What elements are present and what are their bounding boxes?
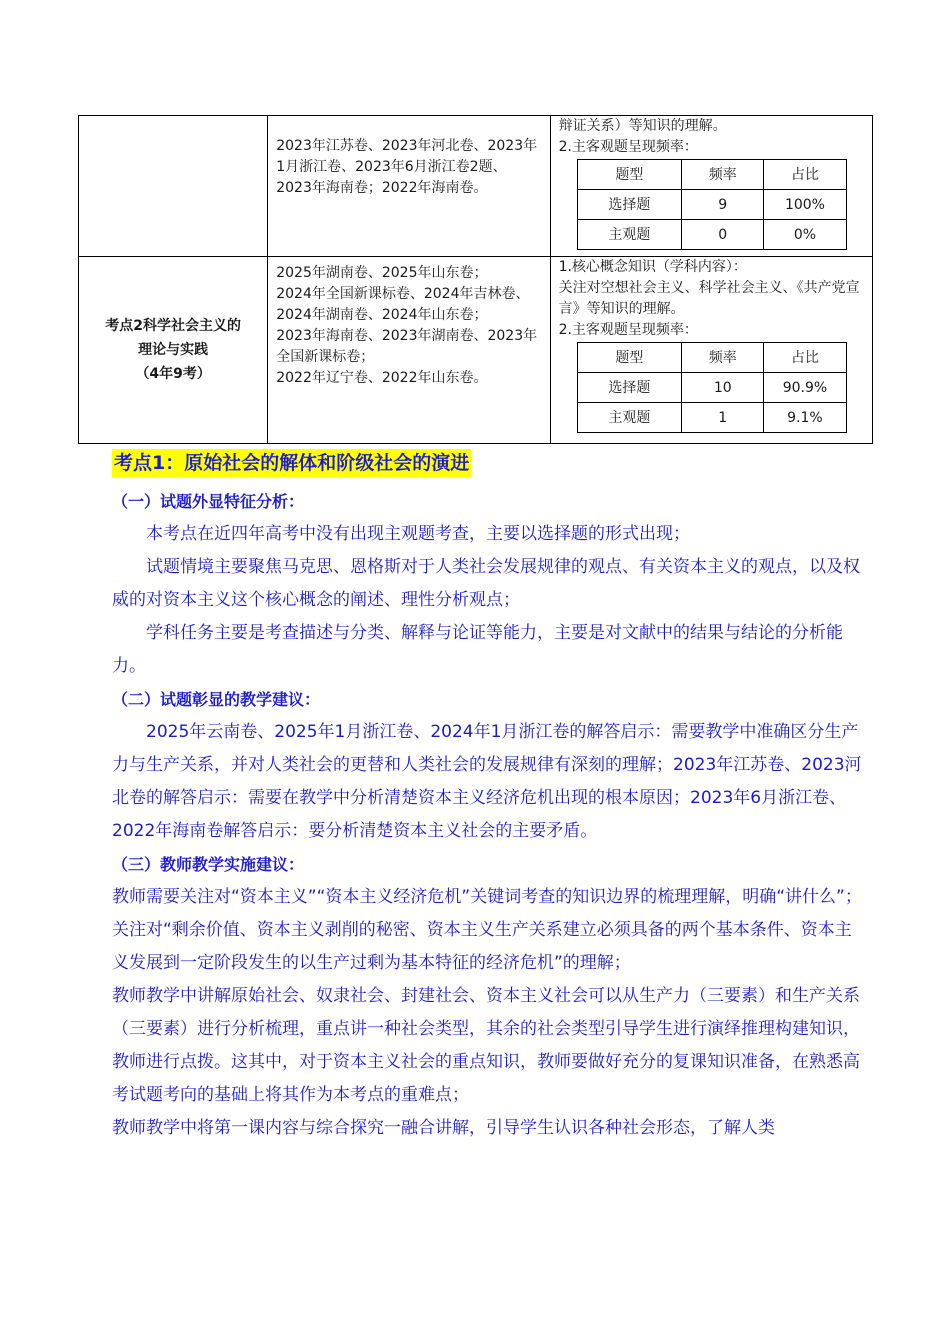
- sources-line: 2025年湖南卷、2025年山东卷；: [276, 265, 488, 281]
- sources-cell: [268, 116, 550, 257]
- cell-frequency: 0: [682, 220, 764, 250]
- sources-line: 2023年海南卷、2023年湖南卷、2023年全国新课标卷；: [276, 328, 538, 365]
- cell-type: 主观题: [577, 220, 682, 250]
- subheading-features: （一）试题外显特征分析：: [112, 492, 305, 511]
- paragraph: 本考点在近四年高考中没有出现主观题考查，主要以选择题的形式出现；: [146, 524, 690, 544]
- table-row: [79, 257, 873, 444]
- frequency-label: 2.主客观题呈现频率：: [558, 322, 698, 338]
- header-frequency: 频率: [682, 160, 764, 190]
- header-type: 题型: [577, 343, 682, 373]
- paragraph: 试题情境主要聚焦马克思、恩格斯对于人类社会发展规律的观点、有关资本主义的观点，以及权威的对资本主义这个核心概念的阐述、理性分析观点；: [112, 557, 860, 610]
- section-content: [112, 485, 864, 1145]
- cell-type: 选择题: [577, 190, 682, 220]
- subheading-implementation: （三）教师教学实施建议：: [112, 855, 305, 874]
- analysis-cell: [550, 257, 872, 444]
- table-row: [577, 403, 846, 433]
- knowledge-text: 辩证关系）等知识的理解。: [558, 118, 727, 134]
- frequency-table: [577, 159, 847, 250]
- sources-text: 2023年江苏卷、2023年河北卷、2023年1月浙江卷、2023年6月浙江卷2题、2023年海南卷；2022年海南卷。: [276, 138, 538, 196]
- cell-ratio: 9.1%: [764, 403, 846, 433]
- frequency-label: 2.主客观题呈现频率：: [558, 139, 698, 155]
- paragraph: 2025年云南卷、2025年1月浙江卷、2024年1月浙江卷的解答启示：需要教学中准确区分生产力与生产关系，并对人类社会的更替和人类社会的发展规律有深刻的理解；2023年江苏卷、2023河北卷的解答启示：需要在教学中分析清楚资本主义经济危机出现的根本原因；2023年6月浙江卷、2022年海南卷解答启示：要分析清楚资本主义社会的主要矛盾。: [112, 722, 862, 841]
- cell-ratio: 0%: [764, 220, 846, 250]
- sources-cell: [268, 257, 550, 444]
- table-row: [577, 220, 846, 250]
- table-row: [577, 190, 846, 220]
- table-row: [79, 116, 873, 257]
- table-row: [577, 343, 846, 373]
- cell-frequency: 10: [682, 373, 764, 403]
- header-type: 题型: [577, 160, 682, 190]
- exam-point-title-line1: 考点2科学社会主义的: [105, 318, 241, 334]
- frequency-table: [577, 342, 847, 433]
- exam-point-title-cell: [79, 257, 268, 444]
- title-cell-empty: [79, 116, 268, 257]
- cell-frequency: 1: [682, 403, 764, 433]
- table-row: [577, 160, 846, 190]
- cell-ratio: 90.9%: [764, 373, 846, 403]
- subheading-teaching-suggestions: （二）试题彰显的教学建议：: [112, 690, 321, 709]
- exam-point-title-line3: （4年9考）: [135, 366, 211, 382]
- table-row: [577, 373, 846, 403]
- paragraph: 学科任务主要是考查描述与分类、解释与论证等能力，主要是对文献中的结果与结论的分析能力。: [112, 623, 843, 676]
- concept-text: 关注对空想社会主义、科学社会主义、《共产党宣言》等知识的理解。: [558, 280, 860, 317]
- cell-ratio: 100%: [764, 190, 846, 220]
- cell-frequency: 9: [682, 190, 764, 220]
- header-ratio: 占比: [764, 160, 846, 190]
- header-frequency: 频率: [682, 343, 764, 373]
- section-heading: 考点1：原始社会的解体和阶级社会的演进: [112, 449, 471, 477]
- paragraph: 教师需要关注对“资本主义”“资本主义经济危机”关键词考查的知识边界的梳理理解，明确“讲什么”；关注对“剩余价值、资本主义剥削的秘密、资本主义生产关系建立必须具备的两个基本条件、资本主义发展到一定阶段发生的以生产过剩为基本特征的经济危机”的理解；: [112, 887, 862, 973]
- exam-point-table: [78, 115, 873, 444]
- paragraph: 教师教学中讲解原始社会、奴隶社会、封建社会、资本主义社会可以从生产力（三要素）和生产关系（三要素）进行分析梳理，重点讲一种社会类型，其余的社会类型引导学生进行演绎推理构建知识，教师进行点拨。这其中，对于资本主义社会的重点知识，教师要做好充分的复课知识准备，在熟悉高考试题考向的基础上将其作为本考点的重难点；: [112, 986, 860, 1105]
- sources-line: 2022年辽宁卷、2022年山东卷。: [276, 370, 488, 386]
- header-ratio: 占比: [764, 343, 846, 373]
- paragraph: 教师教学中将第一课内容与综合探究一融合讲解，引导学生认识各种社会形态，了解人类: [112, 1118, 775, 1138]
- analysis-cell: [550, 116, 872, 257]
- exam-point-title-line2: 理论与实践: [138, 342, 209, 358]
- concept-label: 1.核心概念知识（学科内容）：: [558, 259, 747, 275]
- cell-type: 主观题: [577, 403, 682, 433]
- cell-type: 选择题: [577, 373, 682, 403]
- sources-line: 2024年全国新课标卷、2024年吉林卷、2024年湖南卷、2024年山东卷；: [276, 286, 530, 323]
